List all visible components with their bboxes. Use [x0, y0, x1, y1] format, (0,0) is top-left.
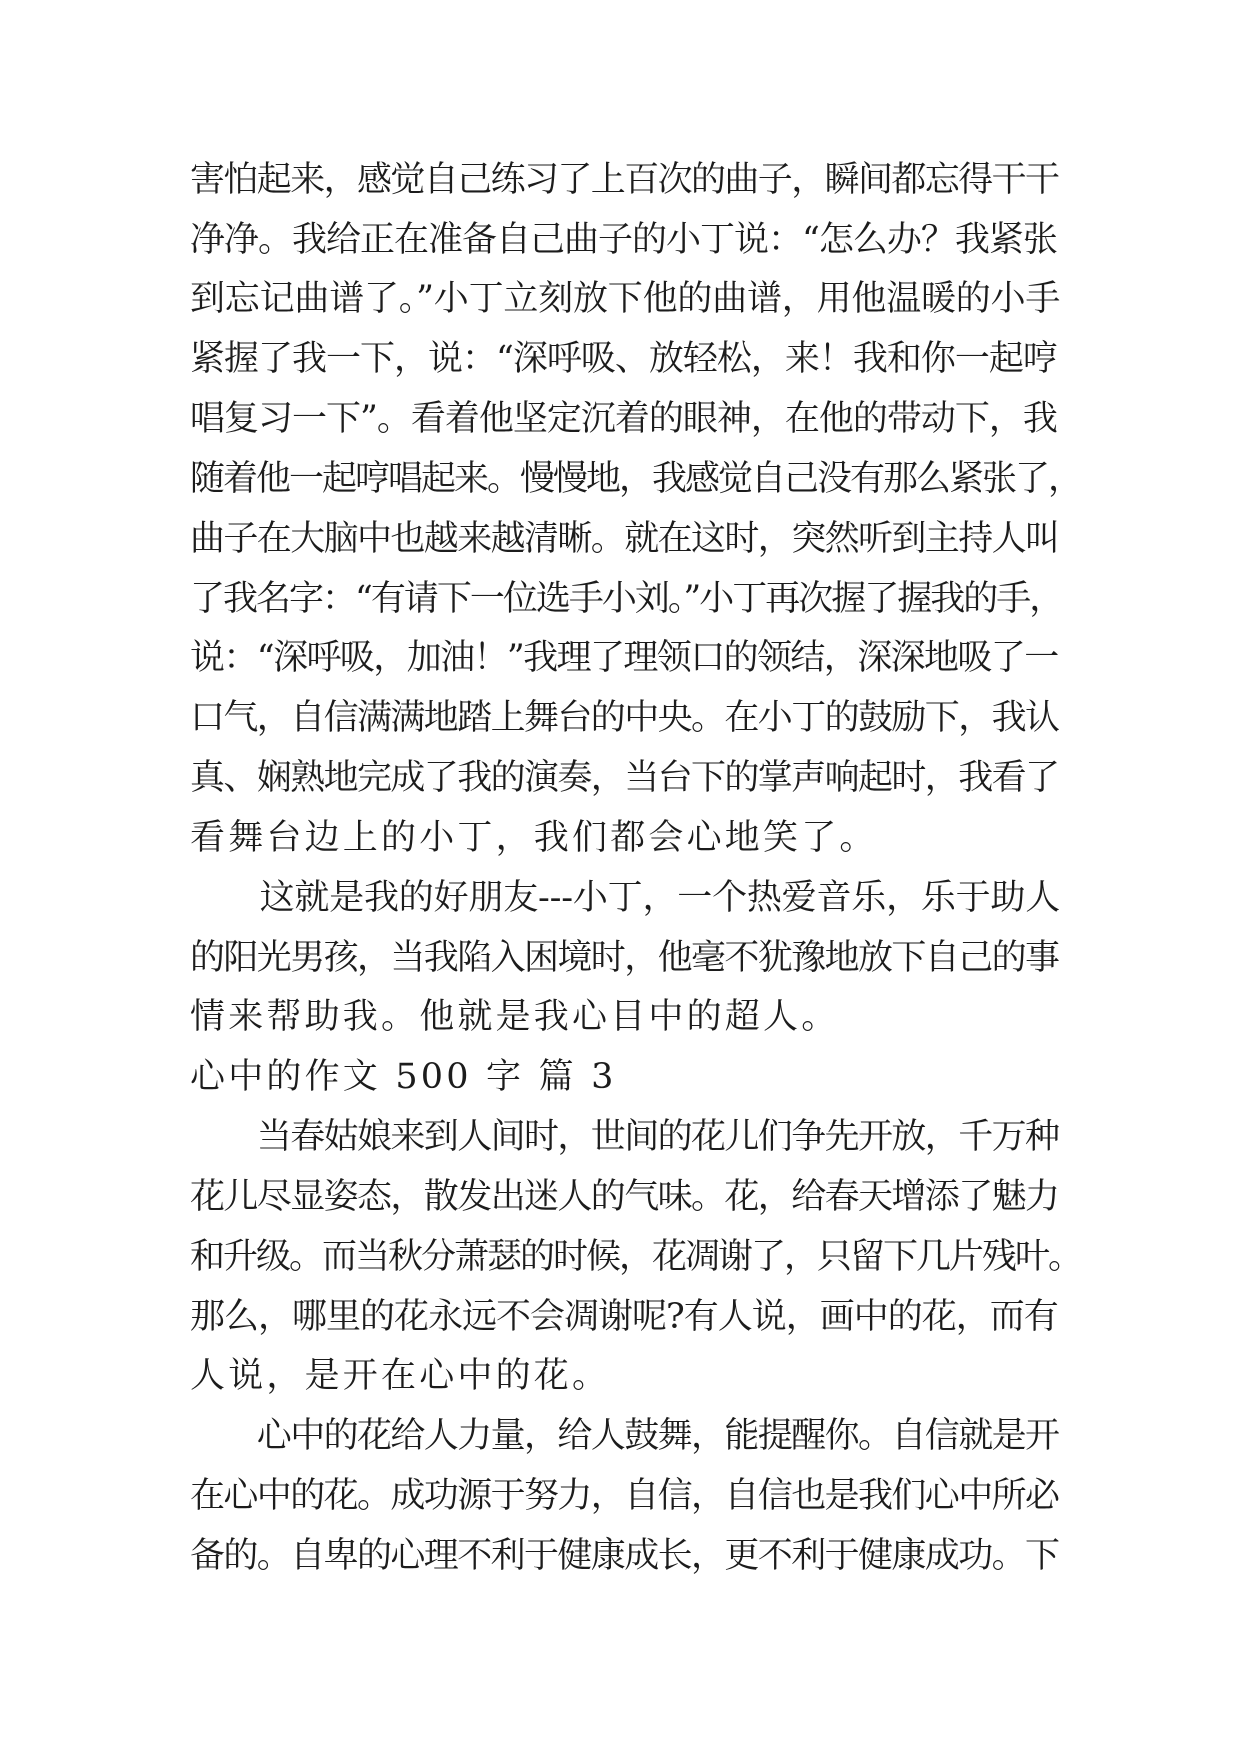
text-line: 到忘记曲谱了。”小丁立刻放下他的曲谱，用他温暖的小手 [190, 279, 1061, 319]
text-line: 那么，哪里的花永远不会凋谢呢?有人说，画中的花，而有 [190, 1297, 1058, 1337]
text-line: 口气，自信满满地踏上舞台的中央。在小丁的鼓励下，我认 [190, 698, 1059, 738]
text-line: 的阳光男孩，当我陷入困境时，他毫不犹豫地放下自己的事 [190, 938, 1059, 978]
text-line: 当春姑娘来到人间时，世间的花儿们争先开放，千万种 [190, 1117, 1059, 1157]
text-line: 在心中的花。成功源于努力，自信，自信也是我们心中所必 [190, 1476, 1059, 1516]
text-line: 心中的花给人力量，给人鼓舞，能提醒你。自信就是开 [190, 1416, 1059, 1456]
text-line: 真、娴熟地完成了我的演奏，当台下的掌声响起时，我看了 [190, 758, 1059, 798]
text-line: 说：“深呼吸，加油！”我理了理领口的领结，深深地吸了一 [190, 638, 1058, 678]
text-line: 这就是我的好朋友---小丁，一个热爱音乐，乐于助人 [190, 878, 1061, 918]
text-line: 净净。我给正在准备自己曲子的小丁说：“怎么办？我紧张 [190, 220, 1057, 260]
text-line: 和升级。而当秋分萧瑟的时候，花凋谢了，只留下几片残叶。 [190, 1237, 1082, 1277]
text-line: 花儿尽显姿态，散发出迷人的气味。花，给春天增添了魅力 [190, 1177, 1059, 1217]
text-line: 随着他一起哼唱起来。慢慢地，我感觉自己没有那么紧张了， [190, 459, 1082, 499]
text-line: 人说，是开在心中的花。 [190, 1356, 611, 1396]
text-line: 紧握了我一下，说：“深呼吸、放轻松，来！我和你一起哼 [190, 339, 1057, 379]
text-line: 了我名字：“有请下一位选手小刘。”小丁再次握了握我的手， [190, 579, 1063, 619]
text-line: 害怕起来，感觉自己练习了上百次的曲子，瞬间都忘得干干 [190, 160, 1059, 200]
text-line: 看舞台边上的小丁，我们都会心地笑了。 [190, 818, 878, 858]
text-line: 情来帮助我。他就是我心目中的超人。 [190, 997, 840, 1037]
text-line: 备的。自卑的心理不利于健康成长，更不利于健康成功。下 [190, 1536, 1059, 1576]
section-heading: 心中的作文 500 字 篇 3 [190, 1057, 617, 1097]
text-line: 曲子在大脑中也越来越清晰。就在这时，突然听到主持人叫 [190, 519, 1059, 559]
text-line: 唱复习一下”。看着他坚定沉着的眼神，在他的带动下，我 [190, 399, 1057, 439]
